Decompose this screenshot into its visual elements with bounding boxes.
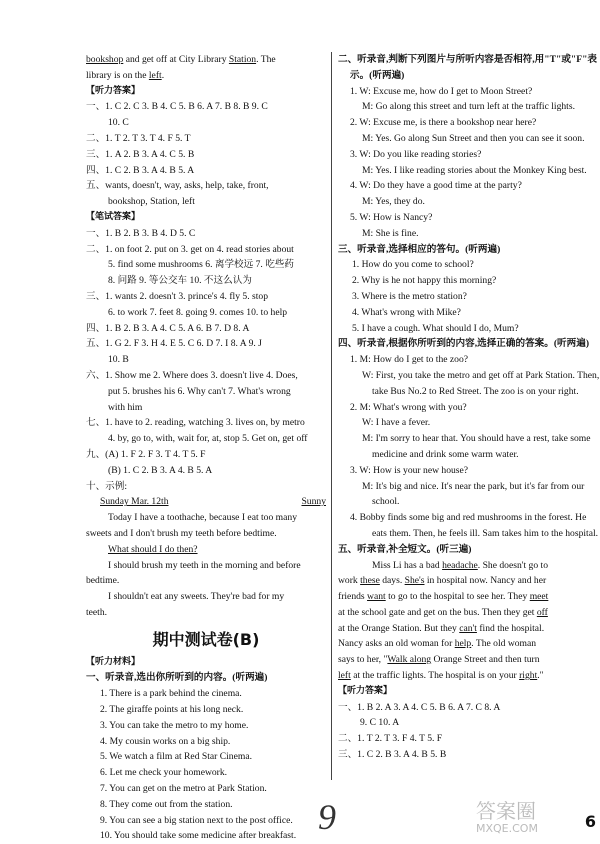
example-line: teeth. — [86, 606, 108, 618]
text-span: work — [338, 575, 361, 587]
watermark-logo — [470, 796, 592, 834]
answer-line: 5. find some mushrooms 6. 离学校远 7. 吃些药 — [108, 259, 295, 271]
passage-line — [338, 636, 600, 652]
list-item: 3. Where is the metro station? — [352, 290, 467, 302]
underlined-answer: bookshop — [86, 54, 124, 65]
section4-dialogues — [338, 352, 600, 542]
answers-header: 【听力答案】 — [338, 685, 393, 696]
underlined-answer: She's — [404, 575, 425, 587]
answer-line: with him — [108, 401, 143, 413]
answer-line: 二、1. T 2. T 3. F 4. T 5. F — [338, 733, 443, 745]
passage-line — [338, 605, 600, 621]
text-span: in hospital now. Nancy and her — [424, 575, 547, 587]
text-span: to go to the hospital to see her. They — [385, 591, 530, 603]
text-span: ." — [537, 670, 544, 682]
text-span: . — [161, 69, 165, 81]
answer-line: 一、1. B 2. B 3. B 4. D 5. C — [86, 227, 196, 239]
column-divider — [331, 52, 332, 780]
dialogue-line: 2. W: Excuse me, is there a bookshop near here? — [350, 117, 537, 129]
watermark-text: 答案圈 — [476, 799, 536, 823]
dialogue-line: 4. W: Do they have a good time at the party? — [350, 180, 522, 192]
text-line — [86, 52, 326, 68]
answer-line: 6. to work 7. feet 8. going 9. comes 10. to help — [108, 306, 288, 318]
example-line: What should I do then? — [108, 543, 198, 555]
answer-line: 五、wants, doesn't, way, asks, help, take, front, — [86, 180, 269, 192]
list-item: 3. You can take the metro to my home. — [100, 719, 249, 731]
dialogue-line: M: I'm sorry to hear that. You should have a rest, take some medicine and drink some warm water. — [362, 433, 591, 460]
answer-line: 四、1. B 2. B 3. A 4. C 5. A 6. B 7. D 8. A — [86, 322, 250, 334]
answer-line: 4. by, go to, with, wait for, at, stop 5. Get on, get off — [108, 433, 308, 445]
answer-line: 四、1. C 2. B 3. A 4. B 5. A — [86, 164, 195, 176]
passage-line — [338, 621, 600, 637]
list-item: 8. They come out from the station. — [100, 798, 233, 810]
answer-line: bookshop, Station, left — [108, 196, 195, 208]
underlined-answer: off — [536, 606, 548, 618]
text-span: days. — [379, 575, 405, 587]
section3-header: 三、听录音,选择相应的答句。(听两遍) — [338, 243, 501, 255]
answer-line: 二、1. on foot 2. put on 3. get on 4. read stories about — [86, 243, 294, 255]
answer-line: 一、1. B 2. A 3. A 4. C 5. B 6. A 7. C 8. A — [338, 701, 501, 713]
underlined-answer: meet — [529, 591, 549, 603]
dialogue-line: 3. W: How is your new house? — [350, 464, 469, 476]
section3-list — [338, 257, 600, 336]
text-span: Orange Street and then turn — [431, 654, 540, 666]
passage-line — [338, 589, 600, 605]
text-span: at the Orange Station. But they — [338, 622, 460, 634]
example-date-row — [86, 494, 326, 510]
answer-line: 三、1. A 2. B 3. A 4. C 5. B — [86, 148, 195, 160]
continued-text — [86, 52, 326, 84]
listening-material-header: 【听力材料】 — [86, 656, 141, 667]
underlined-answer: want — [367, 591, 386, 603]
passage-line — [338, 668, 600, 684]
section2-dialogues — [338, 84, 600, 242]
listening-answers — [86, 99, 326, 210]
text-span: library is on the — [86, 69, 149, 81]
underlined-answer: left — [148, 69, 162, 81]
list-item: 10. You should take some medicine after breakfast. — [100, 830, 297, 842]
example-line: I shouldn't eat any sweets. They're bad for my — [108, 591, 285, 603]
list-item: 9. You can see a big station next to the post office. — [100, 814, 293, 826]
section1-list — [86, 686, 326, 844]
underlined-answer: Station — [228, 54, 257, 65]
list-item: 1. How do you come to school? — [352, 259, 474, 271]
list-item: 4. My cousin works on a big ship. — [100, 735, 231, 747]
text-span: at the school gate and get on the bus. Then they get — [338, 606, 537, 618]
text-span: friends — [338, 591, 368, 603]
list-item: 2. The giraffe points at his long neck. — [100, 704, 244, 716]
answer-line: 六、1. Show me 2. Where does 3. doesn't live 4. Does, — [86, 369, 298, 381]
passage-line — [338, 573, 600, 589]
list-item: 5. We watch a film at Red Star Cinema. — [100, 751, 252, 763]
list-item: 1. There is a park behind the cinema. — [100, 688, 242, 700]
dialogue-line: 4. Bobby finds some big and red mushrooms in the forest. He eats them. Then, he feels ill. Sam takes him to the hospital. — [350, 512, 599, 539]
example-date: Sunday Mar. 12th — [100, 496, 169, 508]
answer-line: 五、1. G 2. F 3. H 4. E 5. C 6. D 7. I 8. A 9. J — [86, 338, 262, 350]
list-item: 7. You can get on the metro at Park Station. — [100, 783, 267, 795]
answer-line: 七、1. have to 2. reading, watching 3. lives on, by metro — [86, 417, 305, 429]
answer-line: 10. C — [108, 117, 129, 129]
answer-line: 二、1. T 2. T 3. T 4. F 5. T — [86, 132, 191, 144]
list-item: 2. Why is he not happy this morning? — [352, 275, 497, 287]
list-item: 5. I have a cough. What should I do, Mum? — [352, 322, 519, 334]
list-item: 4. What's wrong with Mike? — [352, 306, 461, 318]
dialogue-line: M: Go along this street and turn left at the traffic lights. — [362, 101, 575, 113]
dialogue-line: W: First, you take the metro and get off at Park Station. Then, take Bus No.2 to Red Street. The zoo is on your right. — [362, 369, 600, 397]
answer-line: 10. B — [108, 354, 129, 366]
section5-passage — [338, 558, 600, 684]
section1-header: 一、听录音,选出你所听到的内容。(听两遍) — [86, 672, 268, 684]
dialogue-line: 2. M: What's wrong with you? — [350, 401, 467, 413]
passage-line — [338, 558, 600, 574]
underlined-answer: these — [360, 575, 380, 587]
listening-answers-header: 【听力答案】 — [86, 85, 141, 96]
right-column — [338, 52, 600, 763]
text-span: . The old woman — [471, 638, 537, 650]
text-span: . She doesn't go to — [477, 559, 548, 571]
answer-line: 8. 问路 9. 等公交车 10. 不这么认为 — [108, 275, 252, 287]
dialogue-line: 5. W: How is Nancy? — [350, 211, 433, 223]
answer-line: 九、(A) 1. F 2. F 3. T 4. T 5. F — [86, 448, 206, 460]
written-answers-header: 【笔试答案】 — [86, 211, 141, 222]
underlined-answer: help — [454, 638, 472, 650]
left-column — [86, 52, 326, 844]
dialogue-line: W: I have a fever. — [362, 417, 431, 429]
text-span: Nancy asks an old woman for — [338, 638, 455, 650]
dialogue-line: 1. M: How do I get to the zoo? — [350, 354, 469, 366]
section4-header: 四、听录音,根据你所听到的内容,选择正确的答案。(听两遍) — [338, 338, 590, 350]
example-essay — [86, 510, 326, 621]
underlined-answer: right — [519, 670, 538, 682]
dialogue-line: M: Yes. Go along Sun Street and then you can see it soon. — [362, 132, 585, 144]
example-line: I should brush my teeth in the morning and before — [108, 559, 301, 571]
list-item: 6. Let me check your homework. — [100, 767, 228, 779]
example-line: Today I have a toothache, because I eat too many — [108, 512, 297, 524]
underlined-answer: can't — [459, 622, 477, 634]
dialogue-line: M: It's big and nice. It's near the park, but it's far from our school. — [362, 480, 585, 508]
answer-line: (B) 1. C 2. B 3. A 4. B 5. A — [108, 464, 213, 476]
section5-header: 五、听录音,补全短文。(听三遍) — [338, 543, 472, 555]
text-span: find the hospital. — [476, 622, 545, 634]
answer-line: 9. C 10. A — [360, 717, 400, 729]
answer-line: 三、1. C 2. B 3. A 4. B 5. B — [338, 749, 447, 761]
passage-line — [338, 652, 600, 668]
answers-list — [338, 700, 600, 763]
text-span: . The — [256, 54, 276, 65]
page-number: 6 — [584, 812, 596, 831]
handwritten-number: 9 — [318, 797, 336, 837]
answer-line: 三、1. wants 2. doesn't 3. prince's 4. fly 5. stop — [86, 290, 268, 302]
text-span: at the traffic lights. The hospital is on your — [350, 670, 520, 682]
underlined-answer: Walk along — [387, 654, 432, 666]
answer-line: put 5. brushes his 6. Why can't 7. What's wrong — [108, 385, 291, 397]
text-span: says to her, " — [338, 654, 388, 666]
text-span: Miss Li has a bad — [372, 559, 443, 571]
dialogue-line: 3. W: Do you like reading stories? — [350, 148, 482, 160]
answer-line: 十、示例: — [86, 480, 128, 492]
example-weather: Sunny — [301, 496, 326, 508]
text-span: and get off at City Library — [123, 54, 229, 65]
section2-header: 二、听录音,判断下列图片与所听内容是否相符,用"T"或"F"表示。(听两遍) — [338, 54, 598, 81]
text-line — [86, 68, 326, 84]
written-answers — [86, 226, 326, 495]
dialogue-line: M: Yes. I like reading stories about the Monkey King best. — [362, 164, 587, 176]
dialogue-line: M: Yes, they do. — [362, 196, 425, 208]
page-title: 期中测试卷(B) — [152, 629, 260, 649]
answer-line: 一、1. C 2. C 3. B 4. C 5. B 6. A 7. B 8. B 9. C — [86, 101, 268, 113]
underlined-answer: left — [338, 670, 351, 682]
underlined-answer: headache — [442, 559, 478, 571]
dialogue-line: 1. W: Excuse me, how do I get to Moon Street? — [350, 85, 533, 97]
watermark-url: MXQE.COM — [476, 822, 538, 834]
dialogue-line: M: She is fine. — [362, 227, 419, 239]
example-line: bedtime. — [86, 575, 120, 587]
example-line: sweets and I don't brush my teeth before bedtime. — [86, 527, 277, 539]
